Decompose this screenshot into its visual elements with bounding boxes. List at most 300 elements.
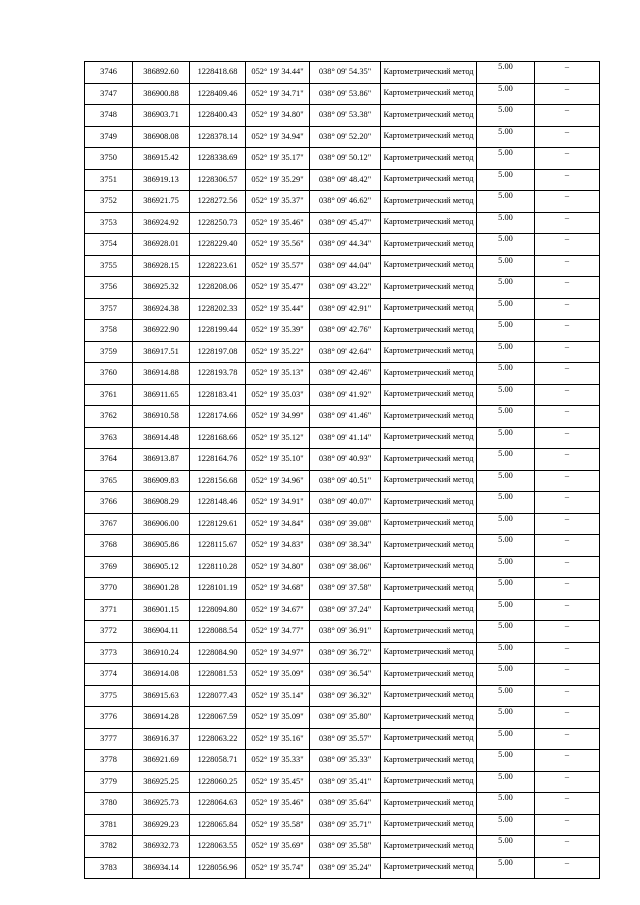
method-cell: Картометрический метод (381, 341, 477, 363)
coord-y-cell: 1228223.61 (190, 255, 246, 277)
latitude-cell: 052° 19' 35.74" (246, 857, 310, 879)
latitude-cell: 052° 19' 35.13" (246, 363, 310, 385)
coord-y-cell: 1228056.96 (190, 857, 246, 879)
longitude-cell: 038° 09' 38.06" (310, 556, 381, 578)
table-row (85, 621, 600, 643)
method-cell: Картометрический метод (381, 191, 477, 213)
coord-x-cell: 386910.24 (133, 642, 190, 664)
method-cell: Картометрический метод (381, 277, 477, 299)
method-cell: Картометрический метод (381, 556, 477, 578)
point-number-cell: 3766 (85, 492, 133, 514)
point-number-cell: 3770 (85, 578, 133, 600)
method-cell: Картометрический метод (381, 535, 477, 557)
accuracy-cell: 5.00 (477, 707, 535, 729)
accuracy-cell: 5.00 (477, 406, 535, 428)
latitude-cell: 052° 19' 34.44" (246, 62, 310, 84)
longitude-cell: 038° 09' 36.72" (310, 642, 381, 664)
accuracy-cell: 5.00 (477, 578, 535, 600)
point-number-cell: 3765 (85, 470, 133, 492)
table-row (85, 492, 600, 514)
note-cell: – (535, 836, 600, 858)
note-cell: – (535, 793, 600, 815)
method-cell: Картометрический метод (381, 707, 477, 729)
method-cell: Картометрический метод (381, 750, 477, 772)
coord-y-cell: 1228193.78 (190, 363, 246, 385)
coord-x-cell: 386929.23 (133, 814, 190, 836)
point-number-cell: 3753 (85, 212, 133, 234)
method-cell: Картометрический метод (381, 685, 477, 707)
note-cell: – (535, 535, 600, 557)
point-number-cell: 3759 (85, 341, 133, 363)
accuracy-cell: 5.00 (477, 664, 535, 686)
accuracy-cell: 5.00 (477, 492, 535, 514)
table-row (85, 341, 600, 363)
point-number-cell: 3782 (85, 836, 133, 858)
point-number-cell: 3774 (85, 664, 133, 686)
latitude-cell: 052° 19' 34.97" (246, 642, 310, 664)
accuracy-cell: 5.00 (477, 599, 535, 621)
coord-y-cell: 1228199.44 (190, 320, 246, 342)
accuracy-cell: 5.00 (477, 836, 535, 858)
longitude-cell: 038° 09' 44.34" (310, 234, 381, 256)
table-row (85, 750, 600, 772)
method-cell: Картометрический метод (381, 169, 477, 191)
point-number-cell: 3755 (85, 255, 133, 277)
latitude-cell: 052° 19' 34.77" (246, 621, 310, 643)
accuracy-cell: 5.00 (477, 728, 535, 750)
method-cell: Картометрический метод (381, 320, 477, 342)
method-cell: Картометрический метод (381, 771, 477, 793)
accuracy-cell: 5.00 (477, 857, 535, 879)
table-row (85, 793, 600, 815)
latitude-cell: 052° 19' 34.83" (246, 535, 310, 557)
point-number-cell: 3757 (85, 298, 133, 320)
longitude-cell: 038° 09' 41.92" (310, 384, 381, 406)
method-cell: Картометрический метод (381, 406, 477, 428)
longitude-cell: 038° 09' 41.14" (310, 427, 381, 449)
accuracy-cell: 5.00 (477, 384, 535, 406)
point-number-cell: 3772 (85, 621, 133, 643)
point-number-cell: 3750 (85, 148, 133, 170)
coord-y-cell: 1228174.66 (190, 406, 246, 428)
point-number-cell: 3771 (85, 599, 133, 621)
table-row (85, 62, 600, 84)
coord-x-cell: 386917.51 (133, 341, 190, 363)
note-cell: – (535, 363, 600, 385)
table-row (85, 320, 600, 342)
coord-x-cell: 386915.63 (133, 685, 190, 707)
latitude-cell: 052° 19' 34.84" (246, 513, 310, 535)
note-cell: – (535, 191, 600, 213)
note-cell: – (535, 814, 600, 836)
coord-y-cell: 1228338.69 (190, 148, 246, 170)
accuracy-cell: 5.00 (477, 363, 535, 385)
coord-y-cell: 1228202.33 (190, 298, 246, 320)
method-cell: Картометрический метод (381, 363, 477, 385)
note-cell: – (535, 126, 600, 148)
method-cell: Картометрический метод (381, 212, 477, 234)
coord-y-cell: 1228081.53 (190, 664, 246, 686)
method-cell: Картометрический метод (381, 793, 477, 815)
note-cell: – (535, 212, 600, 234)
longitude-cell: 038° 09' 53.86" (310, 83, 381, 105)
point-number-cell: 3764 (85, 449, 133, 471)
coord-y-cell: 1228306.57 (190, 169, 246, 191)
table-row (85, 707, 600, 729)
coord-x-cell: 386905.12 (133, 556, 190, 578)
coord-y-cell: 1228409.46 (190, 83, 246, 105)
table-row (85, 363, 600, 385)
coord-x-cell: 386913.87 (133, 449, 190, 471)
coord-y-cell: 1228164.76 (190, 449, 246, 471)
note-cell: – (535, 384, 600, 406)
note-cell: – (535, 62, 600, 84)
longitude-cell: 038° 09' 35.24" (310, 857, 381, 879)
latitude-cell: 052° 19' 35.46" (246, 212, 310, 234)
coord-x-cell: 386919.13 (133, 169, 190, 191)
method-cell: Картометрический метод (381, 148, 477, 170)
longitude-cell: 038° 09' 42.76" (310, 320, 381, 342)
coord-x-cell: 386892.60 (133, 62, 190, 84)
table-row (85, 685, 600, 707)
latitude-cell: 052° 19' 35.09" (246, 707, 310, 729)
accuracy-cell: 5.00 (477, 298, 535, 320)
table-row (85, 642, 600, 664)
note-cell: – (535, 707, 600, 729)
longitude-cell: 038° 09' 37.58" (310, 578, 381, 600)
table-row (85, 384, 600, 406)
table-row (85, 148, 600, 170)
accuracy-cell: 5.00 (477, 277, 535, 299)
point-number-cell: 3780 (85, 793, 133, 815)
coord-x-cell: 386908.08 (133, 126, 190, 148)
table-row (85, 255, 600, 277)
latitude-cell: 052° 19' 35.37" (246, 191, 310, 213)
coord-y-cell: 1228063.22 (190, 728, 246, 750)
point-number-cell: 3758 (85, 320, 133, 342)
method-cell: Картометрический метод (381, 814, 477, 836)
point-number-cell: 3760 (85, 363, 133, 385)
coord-y-cell: 1228060.25 (190, 771, 246, 793)
method-cell: Картометрический метод (381, 836, 477, 858)
coord-x-cell: 386911.65 (133, 384, 190, 406)
note-cell: – (535, 492, 600, 514)
latitude-cell: 052° 19' 35.29" (246, 169, 310, 191)
table-row (85, 83, 600, 105)
coord-x-cell: 386905.86 (133, 535, 190, 557)
table-row (85, 169, 600, 191)
method-cell: Картометрический метод (381, 449, 477, 471)
accuracy-cell: 5.00 (477, 449, 535, 471)
method-cell: Картометрический метод (381, 255, 477, 277)
coord-y-cell: 1228183.41 (190, 384, 246, 406)
coord-y-cell: 1228400.43 (190, 105, 246, 127)
point-number-cell: 3762 (85, 406, 133, 428)
table-row (85, 513, 600, 535)
note-cell: – (535, 599, 600, 621)
accuracy-cell: 5.00 (477, 212, 535, 234)
latitude-cell: 052° 19' 35.58" (246, 814, 310, 836)
accuracy-cell: 5.00 (477, 83, 535, 105)
table-row (85, 126, 600, 148)
note-cell: – (535, 513, 600, 535)
note-cell: – (535, 728, 600, 750)
point-number-cell: 3777 (85, 728, 133, 750)
longitude-cell: 038° 09' 52.20" (310, 126, 381, 148)
coord-y-cell: 1228129.61 (190, 513, 246, 535)
latitude-cell: 052° 19' 35.16" (246, 728, 310, 750)
point-number-cell: 3768 (85, 535, 133, 557)
latitude-cell: 052° 19' 35.45" (246, 771, 310, 793)
coord-x-cell: 386925.32 (133, 277, 190, 299)
coord-x-cell: 386914.28 (133, 707, 190, 729)
latitude-cell: 052° 19' 34.99" (246, 406, 310, 428)
longitude-cell: 038° 09' 40.51" (310, 470, 381, 492)
longitude-cell: 038° 09' 37.24" (310, 599, 381, 621)
point-number-cell: 3781 (85, 814, 133, 836)
note-cell: – (535, 169, 600, 191)
point-number-cell: 3749 (85, 126, 133, 148)
point-number-cell: 3776 (85, 707, 133, 729)
coord-y-cell: 1228229.40 (190, 234, 246, 256)
point-number-cell: 3773 (85, 642, 133, 664)
note-cell: – (535, 664, 600, 686)
point-number-cell: 3769 (85, 556, 133, 578)
method-cell: Картометрический метод (381, 126, 477, 148)
note-cell: – (535, 556, 600, 578)
longitude-cell: 038° 09' 40.93" (310, 449, 381, 471)
note-cell: – (535, 449, 600, 471)
latitude-cell: 052° 19' 35.12" (246, 427, 310, 449)
method-cell: Картометрический метод (381, 234, 477, 256)
coord-x-cell: 386914.48 (133, 427, 190, 449)
coord-x-cell: 386921.75 (133, 191, 190, 213)
point-number-cell: 3763 (85, 427, 133, 449)
coord-y-cell: 1228168.66 (190, 427, 246, 449)
coord-y-cell: 1228418.68 (190, 62, 246, 84)
method-cell: Картометрический метод (381, 664, 477, 686)
coord-y-cell: 1228058.71 (190, 750, 246, 772)
coord-x-cell: 386908.29 (133, 492, 190, 514)
longitude-cell: 038° 09' 36.32" (310, 685, 381, 707)
accuracy-cell: 5.00 (477, 556, 535, 578)
longitude-cell: 038° 09' 40.07" (310, 492, 381, 514)
point-number-cell: 3751 (85, 169, 133, 191)
accuracy-cell: 5.00 (477, 105, 535, 127)
coord-x-cell: 386921.69 (133, 750, 190, 772)
note-cell: – (535, 83, 600, 105)
point-number-cell: 3756 (85, 277, 133, 299)
point-number-cell: 3748 (85, 105, 133, 127)
longitude-cell: 038° 09' 35.41" (310, 771, 381, 793)
method-cell: Картометрический метод (381, 62, 477, 84)
note-cell: – (535, 857, 600, 879)
latitude-cell: 052° 19' 35.22" (246, 341, 310, 363)
coord-x-cell: 386922.90 (133, 320, 190, 342)
note-cell: – (535, 578, 600, 600)
longitude-cell: 038° 09' 35.58" (310, 836, 381, 858)
coord-x-cell: 386924.92 (133, 212, 190, 234)
latitude-cell: 052° 19' 35.33" (246, 750, 310, 772)
longitude-cell: 038° 09' 42.64" (310, 341, 381, 363)
point-number-cell: 3752 (85, 191, 133, 213)
table-row (85, 191, 600, 213)
note-cell: – (535, 105, 600, 127)
coord-y-cell: 1228094.80 (190, 599, 246, 621)
table-row (85, 728, 600, 750)
longitude-cell: 038° 09' 45.47" (310, 212, 381, 234)
method-cell: Картометрический метод (381, 599, 477, 621)
accuracy-cell: 5.00 (477, 535, 535, 557)
longitude-cell: 038° 09' 41.46" (310, 406, 381, 428)
longitude-cell: 038° 09' 50.12" (310, 148, 381, 170)
longitude-cell: 038° 09' 54.35" (310, 62, 381, 84)
point-number-cell: 3775 (85, 685, 133, 707)
coord-y-cell: 1228208.06 (190, 277, 246, 299)
note-cell: – (535, 750, 600, 772)
coord-y-cell: 1228197.08 (190, 341, 246, 363)
latitude-cell: 052° 19' 35.69" (246, 836, 310, 858)
table-row (85, 449, 600, 471)
accuracy-cell: 5.00 (477, 793, 535, 815)
longitude-cell: 038° 09' 35.80" (310, 707, 381, 729)
longitude-cell: 038° 09' 35.71" (310, 814, 381, 836)
latitude-cell: 052° 19' 35.09" (246, 664, 310, 686)
table-row (85, 427, 600, 449)
accuracy-cell: 5.00 (477, 148, 535, 170)
accuracy-cell: 5.00 (477, 320, 535, 342)
latitude-cell: 052° 19' 35.44" (246, 298, 310, 320)
longitude-cell: 038° 09' 35.57" (310, 728, 381, 750)
coord-x-cell: 386909.83 (133, 470, 190, 492)
method-cell: Картометрический метод (381, 492, 477, 514)
note-cell: – (535, 406, 600, 428)
coord-y-cell: 1228378.14 (190, 126, 246, 148)
accuracy-cell: 5.00 (477, 62, 535, 84)
table-row (85, 664, 600, 686)
table-row (85, 578, 600, 600)
accuracy-cell: 5.00 (477, 642, 535, 664)
table-body (85, 62, 600, 879)
note-cell: – (535, 255, 600, 277)
coord-y-cell: 1228250.73 (190, 212, 246, 234)
point-number-cell: 3754 (85, 234, 133, 256)
latitude-cell: 052° 19' 34.80" (246, 105, 310, 127)
longitude-cell: 038° 09' 48.42" (310, 169, 381, 191)
coord-x-cell: 386904.11 (133, 621, 190, 643)
coord-y-cell: 1228067.59 (190, 707, 246, 729)
table-row (85, 277, 600, 299)
latitude-cell: 052° 19' 34.71" (246, 83, 310, 105)
point-number-cell: 3761 (85, 384, 133, 406)
point-number-cell: 3767 (85, 513, 133, 535)
latitude-cell: 052° 19' 34.68" (246, 578, 310, 600)
coord-y-cell: 1228115.67 (190, 535, 246, 557)
longitude-cell: 038° 09' 36.91" (310, 621, 381, 643)
coord-x-cell: 386928.15 (133, 255, 190, 277)
table-row (85, 470, 600, 492)
latitude-cell: 052° 19' 35.03" (246, 384, 310, 406)
coord-y-cell: 1228101.19 (190, 578, 246, 600)
longitude-cell: 038° 09' 44.04" (310, 255, 381, 277)
note-cell: – (535, 621, 600, 643)
table-row (85, 212, 600, 234)
longitude-cell: 038° 09' 42.46" (310, 363, 381, 385)
point-number-cell: 3779 (85, 771, 133, 793)
longitude-cell: 038° 09' 46.62" (310, 191, 381, 213)
note-cell: – (535, 320, 600, 342)
coord-x-cell: 386906.00 (133, 513, 190, 535)
latitude-cell: 052° 19' 34.67" (246, 599, 310, 621)
point-number-cell: 3783 (85, 857, 133, 879)
coord-x-cell: 386914.88 (133, 363, 190, 385)
point-number-cell: 3747 (85, 83, 133, 105)
point-number-cell: 3778 (85, 750, 133, 772)
method-cell: Картометрический метод (381, 728, 477, 750)
method-cell: Картометрический метод (381, 83, 477, 105)
coord-x-cell: 386901.28 (133, 578, 190, 600)
coord-x-cell: 386934.14 (133, 857, 190, 879)
coordinates-table (84, 61, 600, 879)
accuracy-cell: 5.00 (477, 427, 535, 449)
accuracy-cell: 5.00 (477, 621, 535, 643)
latitude-cell: 052° 19' 34.96" (246, 470, 310, 492)
note-cell: – (535, 685, 600, 707)
accuracy-cell: 5.00 (477, 470, 535, 492)
accuracy-cell: 5.00 (477, 771, 535, 793)
coord-y-cell: 1228065.84 (190, 814, 246, 836)
table-row (85, 298, 600, 320)
accuracy-cell: 5.00 (477, 814, 535, 836)
table-row (85, 105, 600, 127)
method-cell: Картометрический метод (381, 105, 477, 127)
note-cell: – (535, 234, 600, 256)
coord-x-cell: 386900.88 (133, 83, 190, 105)
accuracy-cell: 5.00 (477, 126, 535, 148)
point-number-cell: 3746 (85, 62, 133, 84)
longitude-cell: 038° 09' 42.91" (310, 298, 381, 320)
method-cell: Картометрический метод (381, 642, 477, 664)
table-row (85, 836, 600, 858)
accuracy-cell: 5.00 (477, 750, 535, 772)
coord-y-cell: 1228088.54 (190, 621, 246, 643)
method-cell: Картометрический метод (381, 513, 477, 535)
latitude-cell: 052° 19' 34.94" (246, 126, 310, 148)
longitude-cell: 038° 09' 35.64" (310, 793, 381, 815)
note-cell: – (535, 277, 600, 299)
note-cell: – (535, 771, 600, 793)
longitude-cell: 038° 09' 35.33" (310, 750, 381, 772)
table-row (85, 599, 600, 621)
coord-x-cell: 386916.37 (133, 728, 190, 750)
longitude-cell: 038° 09' 43.22" (310, 277, 381, 299)
note-cell: – (535, 470, 600, 492)
coord-x-cell: 386915.42 (133, 148, 190, 170)
table-row (85, 406, 600, 428)
accuracy-cell: 5.00 (477, 234, 535, 256)
coord-x-cell: 386914.08 (133, 664, 190, 686)
method-cell: Картометрический метод (381, 298, 477, 320)
longitude-cell: 038° 09' 39.08" (310, 513, 381, 535)
latitude-cell: 052° 19' 35.56" (246, 234, 310, 256)
coord-y-cell: 1228064.63 (190, 793, 246, 815)
table-row (85, 556, 600, 578)
method-cell: Картометрический метод (381, 384, 477, 406)
coord-x-cell: 386932.73 (133, 836, 190, 858)
coord-x-cell: 386910.58 (133, 406, 190, 428)
method-cell: Картометрический метод (381, 621, 477, 643)
latitude-cell: 052° 19' 34.91" (246, 492, 310, 514)
